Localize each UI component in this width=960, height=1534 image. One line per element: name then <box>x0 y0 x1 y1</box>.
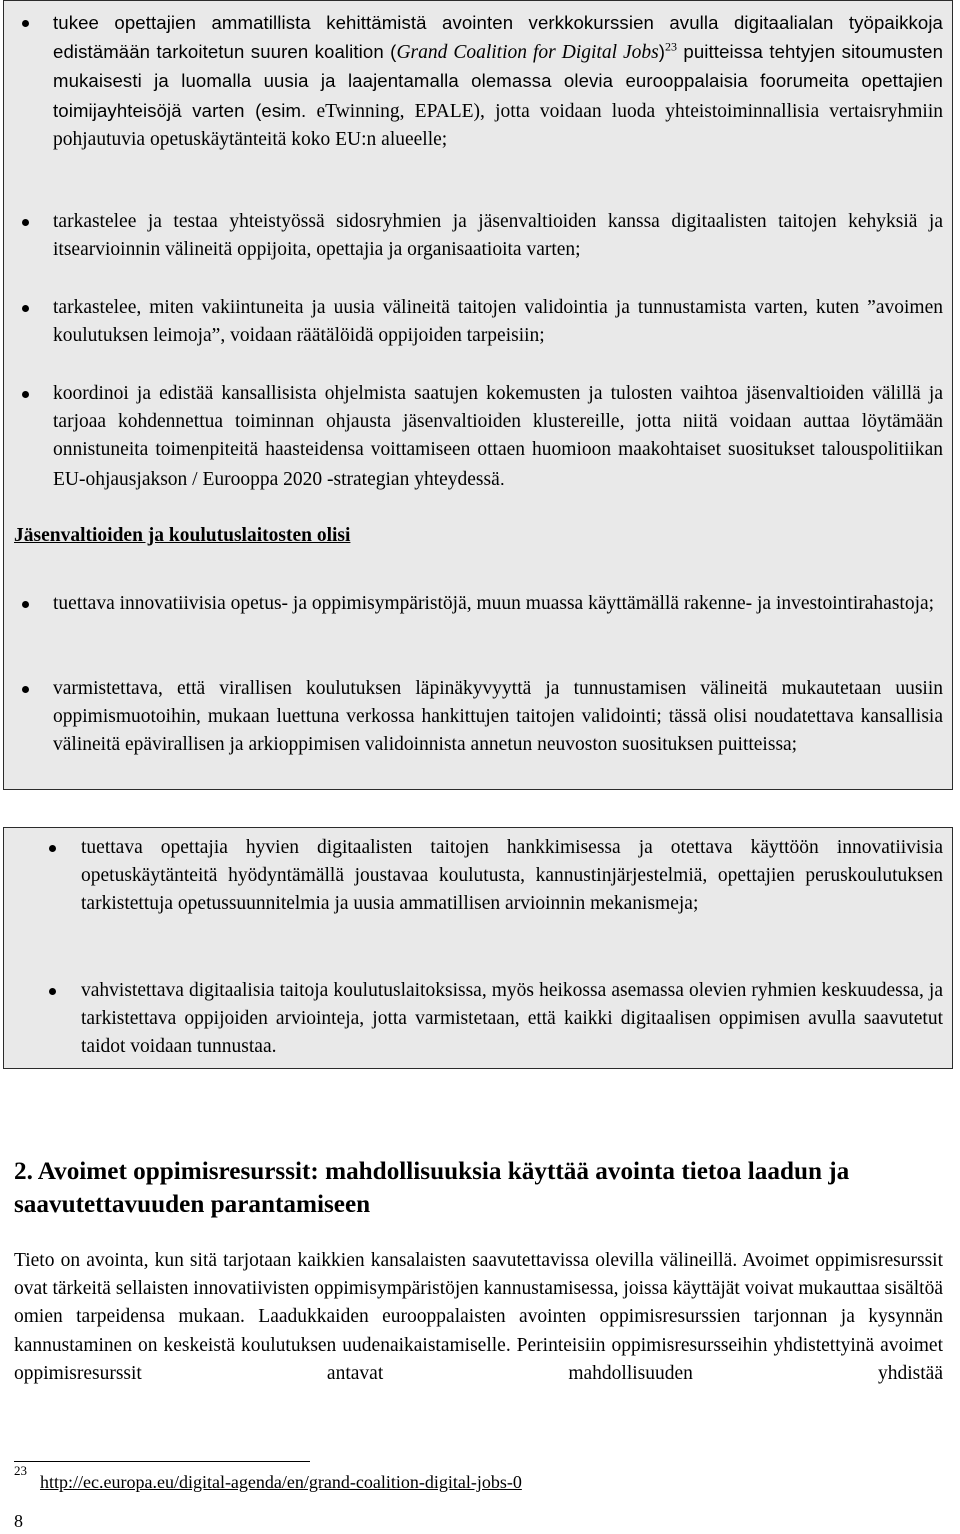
bullet-icon <box>49 845 56 852</box>
section-heading: 2. Avoimet oppimisresurssit: mahdollisuuksia käyttää avointa tietoa laadun ja saavutettavuuden parantamiseen <box>14 1158 850 1218</box>
list-item-innovative-environments: tuettava innovatiivisia opetus- ja oppimisympäristöjä, muun muassa käyttämällä rakenne- ja investointirahastoja; <box>53 593 935 614</box>
list-item-transparency-recognition: varmistettava, että virallisen koulutuksen läpinäkyvyyttä ja tunnustamisen välineitä mukautetaan uusiin oppimismuotoihin, mukaan luettuna verkossa hankittujen taitojen validointi; tässä olisi noudatettava kansallisia välineitä epävirallisen ja arkioppimisen validoinnista annetun neuvoston suosituksen puitteissa; <box>53 678 943 756</box>
bullet-icon <box>22 391 29 398</box>
list-item-validation-tools: tarkastelee, miten vakiintuneita ja uusia välineitä taitojen validointia ja tunnustamista varten, kuten ”avoimen koulutuksen leimoja”, voidaan räätälöidä oppijoiden tarpeisiin; <box>53 297 943 347</box>
footnote-ref: 23 <box>665 39 678 54</box>
bullet-icon <box>49 988 56 995</box>
list-item-digital-skills-frameworks: tarkastelee ja testaa yhteistyössä sidosryhmien ja jäsenvaltioiden kanssa digitaalisten taitojen kehyksiä ja itsearvioinnin välineitä oppijoita, opettajia ja organisaatioita varten; <box>53 211 943 261</box>
bullet-icon <box>22 686 29 693</box>
bullet-icon <box>22 20 29 27</box>
subheading-member-states: Jäsenvaltioiden ja koulutuslaitosten olisi <box>14 525 351 546</box>
footnote-divider <box>14 1461 310 1462</box>
list-item-support-teachers: tuettava opettajia hyvien digitaalisten taitojen hankkimisessa ja otettava käyttöön innovatiivisia opetuskäytänteitä hyödyntämällä joustavaa koulutusta, kannustinjärjestelmiä, opettajien peruskoulutuksen tarkistettuja opetussuunnitelmia ja uusia ammatillisen arvioinnin mekanismeja; <box>81 837 943 915</box>
bullet-icon <box>22 305 29 312</box>
footnote-link[interactable]: http://ec.europa.eu/digital-agenda/en/grand-coalition-digital-jobs-0 <box>40 1472 522 1492</box>
bullet-icon <box>22 601 29 608</box>
list-item-coordination: koordinoi ja edistää kansallisista ohjelmista saatujen kokemusten ja tulosten vaihtoa jäsenvaltioiden välillä ja tarjoaa kohdennettua toiminnan ohjausta jäsenvaltioiden klustereille, jotta niitä voidaan auttaa löytämään onnistuneita toimenpiteitä haasteidensa voittamiseen ottaen huomioon maakohtaiset suositukset talouspolitiikan EU-ohjausjakson / Eurooppa 2020 -strategian yhteydessä. <box>53 383 943 490</box>
body-paragraph: Tieto on avointa, kun sitä tarjotaan kaikkien kansalaisten saavutettavissa olevilla välineillä. Avoimet oppimisresurssit ovat tärkeitä sellaisten innovatiivisten oppimisympäristöjen kannustamisessa, joissa käyttäjät voivat mukauttaa sisältöä omien tarpeidensa mukaan. Laadukkaiden eurooppalaisten avointen oppimisresurssien tarjonnan ja kysynnän kannustaminen on keskeistä koulutuksen uudenaikaistamiselle. Perinteisiin oppimisresursseihin yhdistettyinä avoimet oppimisresurssit antavat mahdollisuuden yhdistää <box>14 1250 943 1384</box>
bullet-icon <box>22 219 29 226</box>
page-number: 8 <box>14 1511 23 1531</box>
list-item-teacher-development: tukee opettajien ammatillista kehittämistä avointen verkkokurssien avulla digitaalialan työpaikkoja edistämään tarkoitetun suuren koalition (Grand Coalition for Digital Jobs)$^{23}$ puitteissa tehtyjen sitoumusten mukaisesti ja luomalla uusia ja laajentamalla olemassa olevia eurooppalaisia foorumeita opettajien toimijayhteisöjä varten (esim. eTwinning, EPALE), jotta voidaan luoda yhteistoiminnallisia vertaisryhmiin pohjautuvia opetuskäytänteitä koko EU:n alueelle; <box>53 12 944 150</box>
list-item-strengthen-skills: vahvistettava digitaalisia taitoja koulutuslaitoksissa, myös heikossa asemassa olevien ryhmien keskuudessa, ja tarkistettava oppijoiden arviointeja, jotta varmistetaan, että kaikki digitaalisen oppimisen avulla saavutetut taidot voidaan tunnustaa. <box>81 980 943 1058</box>
